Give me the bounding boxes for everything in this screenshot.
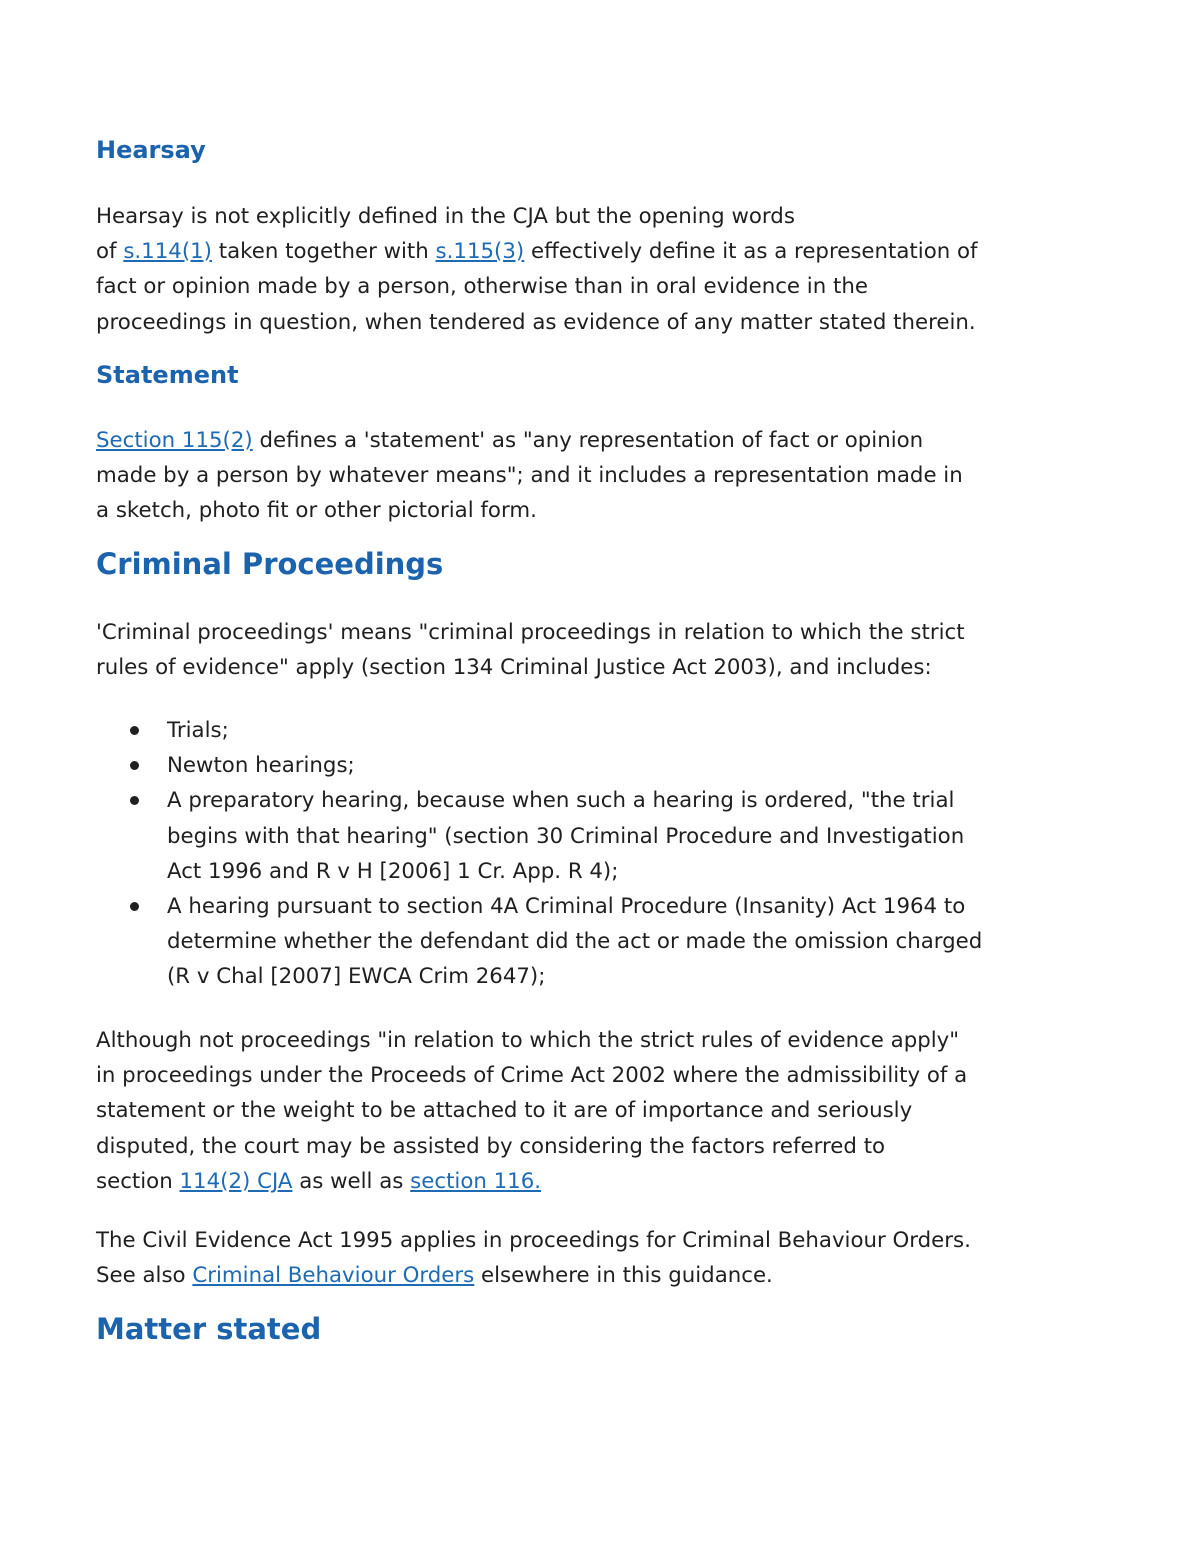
statement-paragraph <box>96 423 1096 529</box>
text-effectively-define: effectively define it as a representation of <box>524 239 978 265</box>
list-item-text: begins with that hearing" (section 30 Criminal Procedure and Investigation <box>167 823 965 849</box>
poca-paragraph <box>96 1023 1096 1199</box>
civil-evidence-line-1: The Civil Evidence Act 1995 applies in proceedings for Criminal Behaviour Orders. <box>96 1228 971 1253</box>
text-elsewhere: elsewhere in this guidance. <box>474 1263 773 1289</box>
link-s114-1[interactable]: s.114(1) <box>123 239 212 265</box>
poca-line-5 <box>96 1164 1096 1199</box>
list-item-text: (R v Chal [2007] EWCA Crim 2647); <box>167 964 546 990</box>
text-of: of <box>96 239 124 265</box>
bullet-icon <box>130 796 139 805</box>
heading-hearsay: Hearsay <box>96 136 206 164</box>
list-item-text: Trials; <box>167 718 229 743</box>
hearsay-line-4: proceedings in question, when tendered as evidence of any matter stated therein. <box>96 309 976 335</box>
list-item-text: A preparatory hearing, because when such a hearing is ordered, "the trial <box>167 788 955 814</box>
criminal-intro-line-1: 'Criminal proceedings' means "criminal proceedings in relation to which the strict <box>96 620 965 645</box>
list-item-text: Newton hearings; <box>167 753 355 779</box>
criminal-intro-paragraph <box>96 615 1096 685</box>
poca-line-1: Although not proceedings "in relation to which the strict rules of evidence apply" <box>96 1028 960 1053</box>
text-see-also: See also <box>96 1263 193 1289</box>
poca-line-2: in proceedings under the Proceeds of Crime Act 2002 where the admissibility of a <box>96 1063 968 1089</box>
statement-line-1 <box>96 423 1096 458</box>
hearsay-paragraph <box>96 199 1096 340</box>
link-criminal-behaviour-orders[interactable]: Criminal Behaviour Orders <box>192 1263 475 1289</box>
link-s115-3[interactable]: s.115(3) <box>435 239 525 265</box>
hearsay-line-2 <box>96 234 1096 269</box>
list-item <box>96 748 1096 783</box>
poca-line-4: disputed, the court may be assisted by considering the factors referred to <box>96 1133 886 1159</box>
civil-evidence-paragraph <box>96 1223 1096 1293</box>
list-item-text: determine whether the defendant did the act or made the omission charged <box>167 929 983 955</box>
heading-criminal-proceedings: Criminal Proceedings <box>96 547 444 581</box>
list-item <box>96 783 1096 889</box>
poca-line-3: statement or the weight to be attached to it are of importance and seriously <box>96 1098 913 1124</box>
hearsay-line-3: fact or opinion made by a person, otherwise than in oral evidence in the <box>96 274 868 300</box>
bullet-icon <box>130 726 139 735</box>
heading-matter-stated: Matter stated <box>96 1312 322 1346</box>
criminal-intro-line-2: rules of evidence" apply (section 134 Criminal Justice Act 2003), and includes: <box>96 655 932 681</box>
list-item-text: Act 1996 and R v H [2006] 1 Cr. App. R 4); <box>167 858 619 884</box>
list-item <box>96 713 1096 748</box>
link-section-116[interactable]: section 116. <box>410 1168 542 1194</box>
link-section-115-2[interactable]: Section 115(2) <box>96 428 253 453</box>
link-114-2-cja[interactable]: 114(2) CJA <box>179 1168 293 1194</box>
text-taken-together: taken together with <box>212 239 436 265</box>
list-item <box>96 889 1096 995</box>
text-as-well-as: as well as <box>292 1168 411 1194</box>
statement-line-2: made by a person by whatever means"; and it includes a representation made in <box>96 463 963 489</box>
heading-statement: Statement <box>96 361 239 389</box>
bullet-icon <box>130 902 139 911</box>
criminal-proceedings-list <box>96 713 1096 995</box>
text-section: section <box>96 1168 180 1194</box>
statement-text-1: defines a 'statement' as "any representation of fact or opinion <box>252 428 924 453</box>
list-item-text: A hearing pursuant to section 4A Criminal Procedure (Insanity) Act 1964 to <box>167 894 966 920</box>
bullet-icon <box>130 761 139 770</box>
hearsay-line-1: Hearsay is not explicitly defined in the CJA but the opening words <box>96 204 795 229</box>
civil-evidence-line-2 <box>96 1258 1096 1293</box>
statement-line-3: a sketch, photo fit or other pictorial form. <box>96 498 537 524</box>
